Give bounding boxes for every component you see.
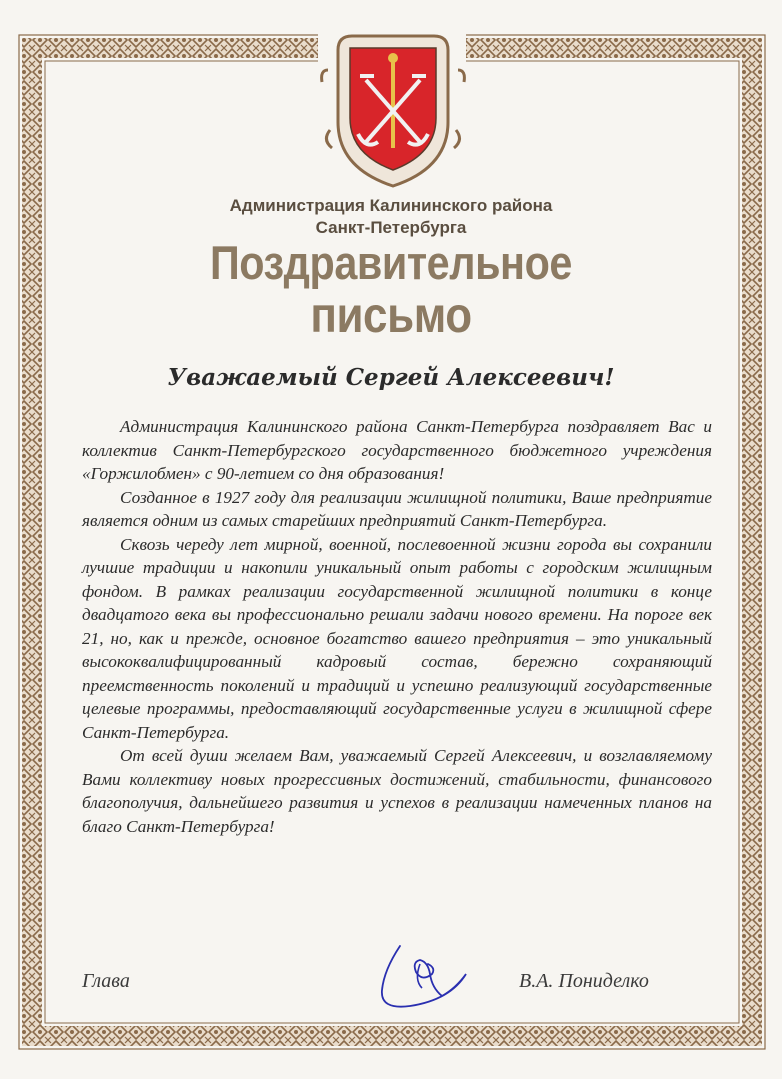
organization-name: Администрация Калининского района bbox=[229, 196, 553, 215]
paragraph: От всей души желаем Вам, уважаемый Сергей Алексеевич, и возглавляемому Вами коллективу новых прогрессивных достижений, стабильности, финансового благополучия, дальнейшего развития и успехов в реализации намеченных планов на благо Санкт-Петербурга! bbox=[82, 746, 712, 836]
paragraph: Созданное в 1927 году для реализации жилищной политики, Ваше предприятие является одним из самых старейших предприятий Санкт-Петербурга. bbox=[82, 487, 712, 530]
document-title-line2: письмо bbox=[310, 287, 472, 343]
letter-body bbox=[82, 415, 712, 838]
salutation: Уважаемый Сергей Алексеевич! bbox=[167, 364, 615, 391]
coat-of-arms-icon bbox=[318, 30, 468, 190]
handwritten-signature-icon bbox=[370, 930, 480, 1020]
organization-city: Санкт-Петербурга bbox=[315, 218, 467, 237]
signer-position: Глава bbox=[82, 970, 130, 992]
paragraph: Сквозь череду лет мирной, военной, послевоенной жизни города вы сохранили лучшие традиции и накопили уникальный опыт работы с городским жилищным фондом. В рамках реализации государственной жилищной политики в конце двадцатого века вы профессионально решали задачи нового времени. На пороге век 21, но, как и прежде, основное богатство вашего предприятия – это уникальный высококвалифицированный кадровый состав, бережно сохраняющий преемственность поколений и традиций и успешно реализующий государственные целевые программы, предоставляющий государственные услуги в жилищной сфере Санкт-Петербурга. bbox=[82, 534, 712, 742]
document-title-line1: Поздравительное bbox=[209, 236, 572, 289]
paragraph: Администрация Калининского района Санкт-Петербурга поздравляет Вас и коллектив Санкт-Петербургского государственного бюджетного учреждения «Горжилобмен» с 90-летием со дня образования! bbox=[82, 417, 712, 483]
signer-name: В.А. Пониделко bbox=[519, 970, 649, 992]
